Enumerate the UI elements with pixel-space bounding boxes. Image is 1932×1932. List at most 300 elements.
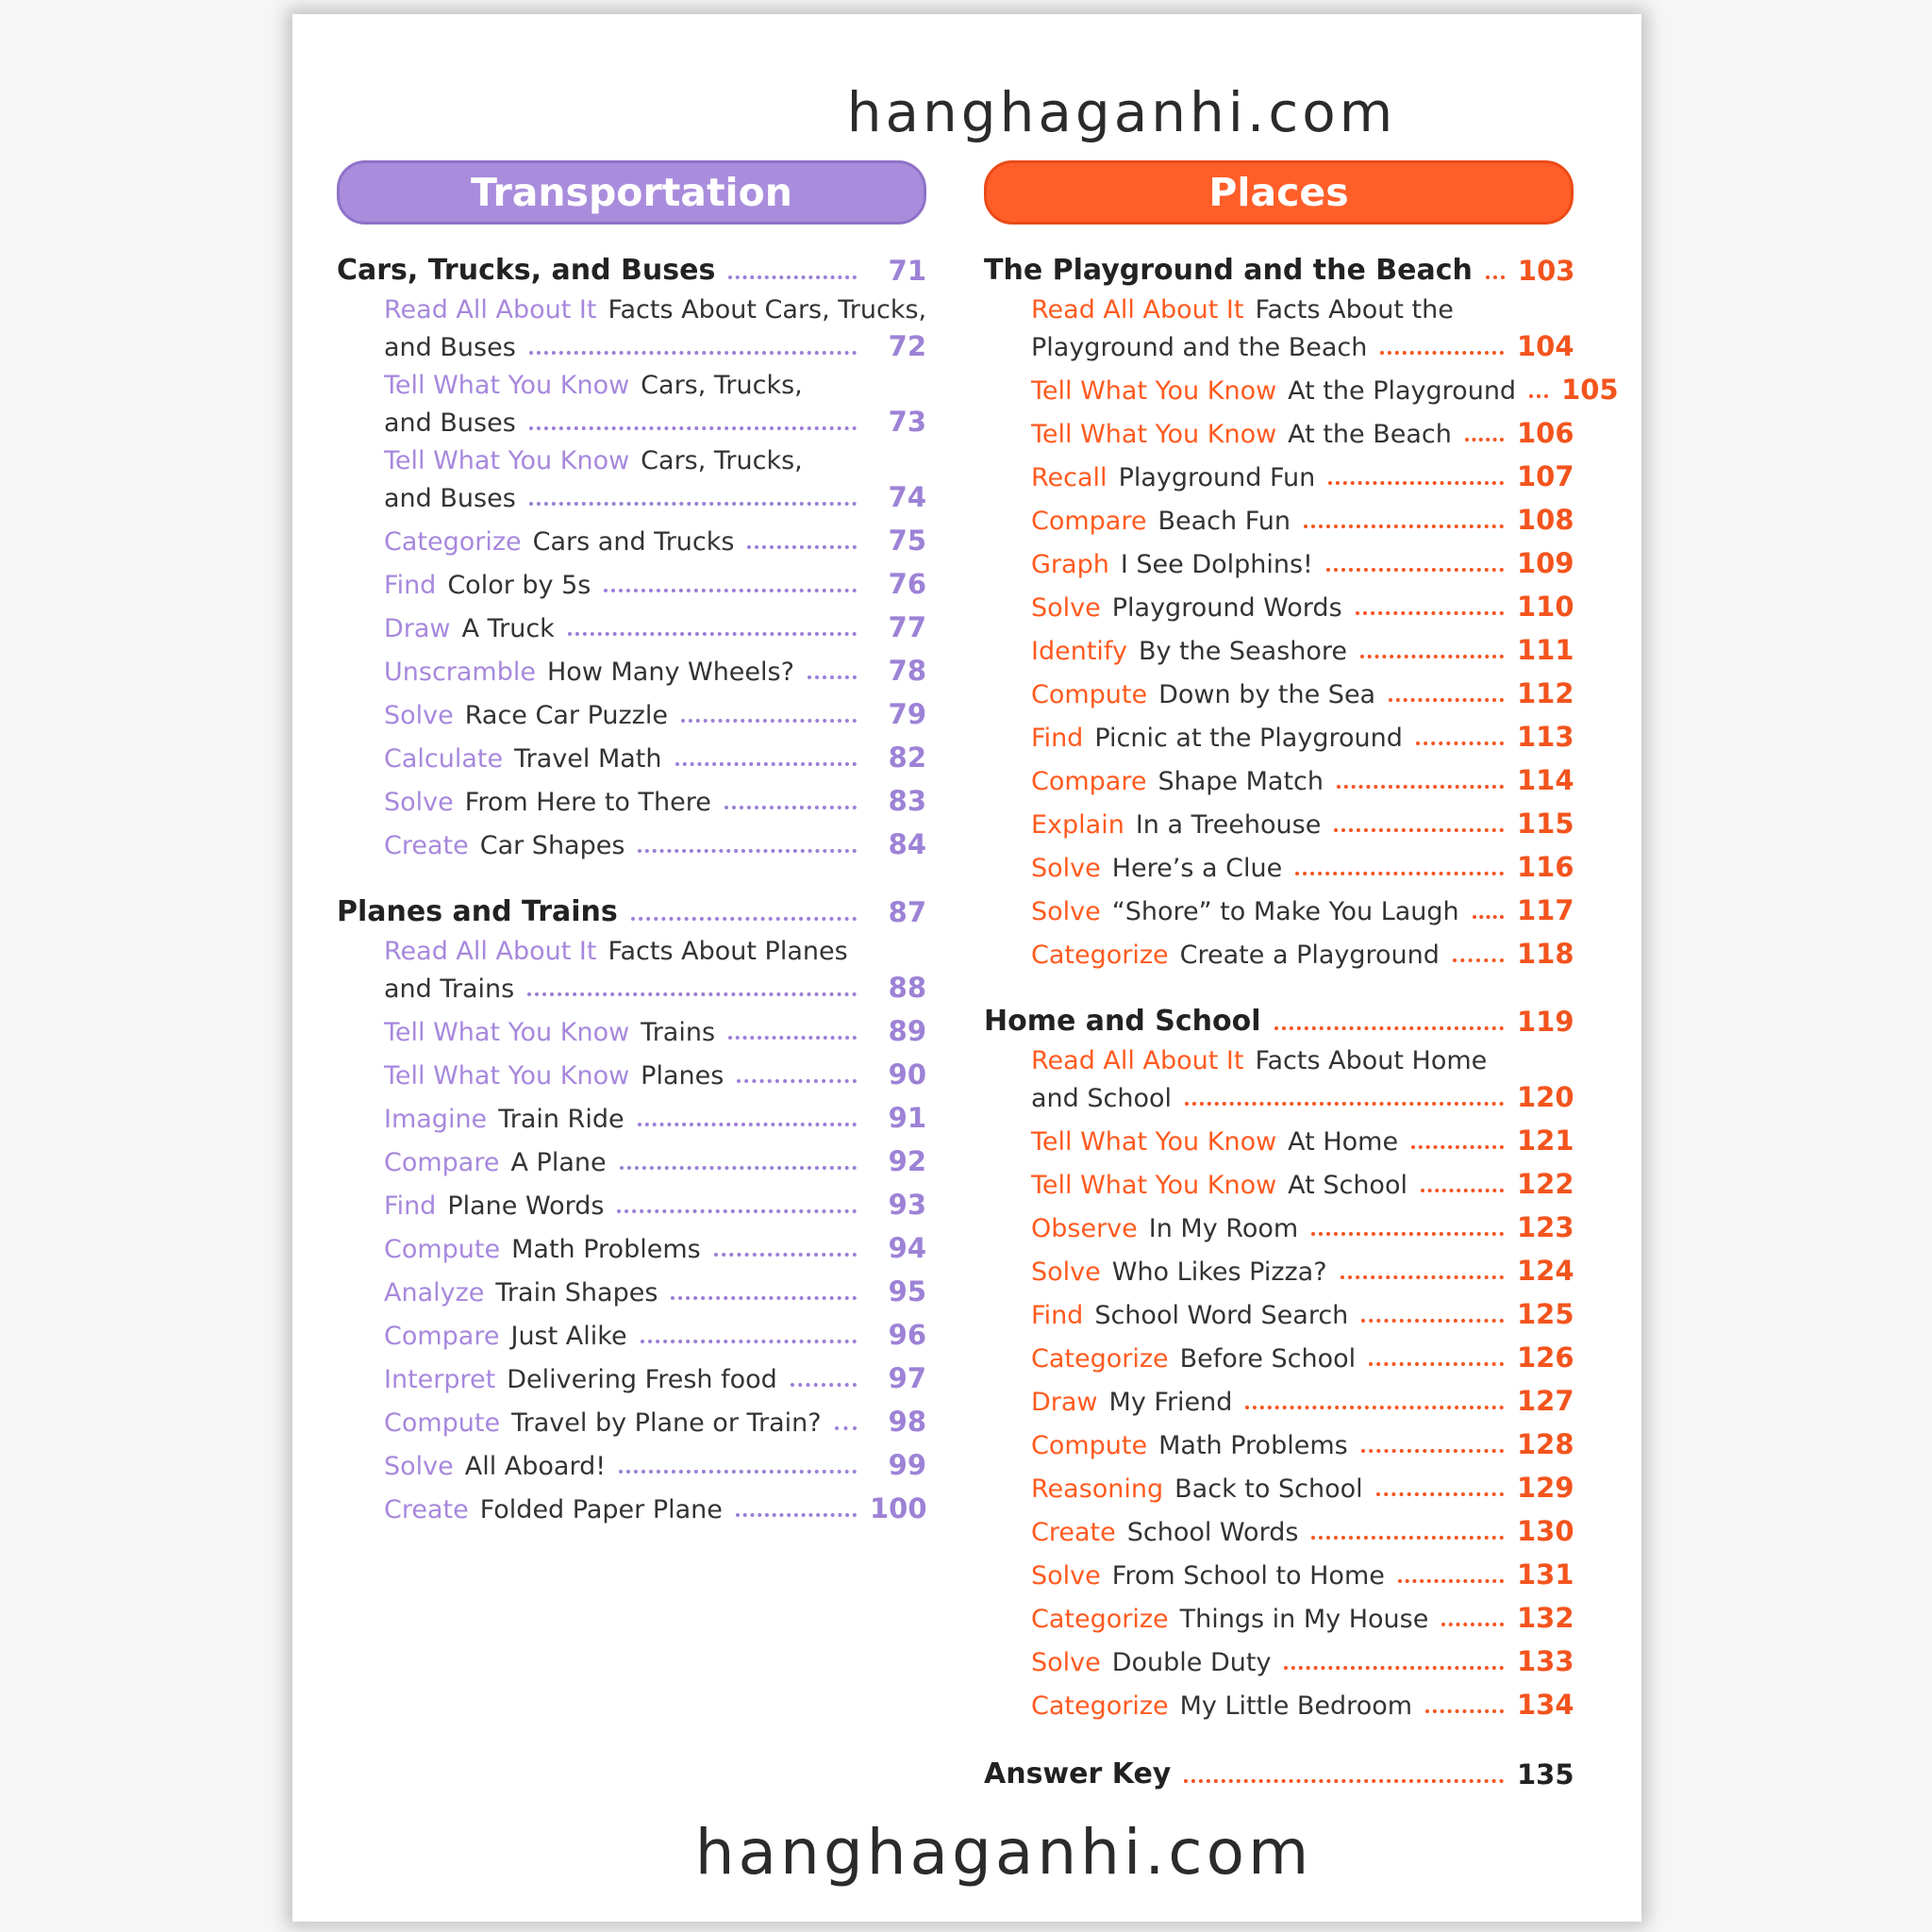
leader-dots bbox=[529, 502, 857, 506]
toc-item[interactable] bbox=[984, 1113, 1574, 1157]
item-page: 107 bbox=[1517, 460, 1574, 492]
toc-item[interactable] bbox=[984, 1157, 1574, 1200]
toc-item[interactable] bbox=[984, 1417, 1574, 1460]
item-title: Playground Words bbox=[1111, 593, 1342, 623]
item-page: 78 bbox=[888, 655, 926, 687]
item-page: 93 bbox=[888, 1189, 926, 1221]
item-keyword: Create bbox=[1031, 1518, 1116, 1547]
leader-dots bbox=[1341, 1275, 1504, 1279]
item-title: Math Problems bbox=[1158, 1431, 1348, 1460]
toc-item[interactable] bbox=[984, 840, 1574, 883]
leader-dots bbox=[638, 1123, 857, 1126]
section-title: The Playground and the Beach bbox=[984, 254, 1473, 287]
leader-dots bbox=[1411, 1145, 1504, 1149]
item-title: I See Dolphins! bbox=[1120, 550, 1313, 579]
item-page: 123 bbox=[1517, 1211, 1574, 1243]
toc-item[interactable] bbox=[984, 926, 1574, 970]
item-keyword: Solve bbox=[1031, 1257, 1101, 1287]
leader-dots bbox=[728, 275, 857, 279]
item-title: Facts About Home bbox=[1255, 1046, 1488, 1075]
toc-item[interactable] bbox=[337, 1264, 926, 1307]
item-keyword: Read All About It bbox=[384, 937, 597, 966]
toc-item[interactable] bbox=[337, 1351, 926, 1394]
item-keyword: Find bbox=[1031, 724, 1084, 753]
toc-item[interactable] bbox=[337, 817, 926, 860]
toc-item-continued[interactable] bbox=[337, 475, 926, 513]
leader-dots bbox=[1304, 525, 1504, 528]
item-page: 109 bbox=[1517, 547, 1574, 579]
item-keyword: Categorize bbox=[1031, 941, 1169, 970]
item-page: 127 bbox=[1517, 1385, 1574, 1417]
leader-dots bbox=[1376, 1492, 1504, 1496]
watermark-top: hanghaganhi.com bbox=[846, 80, 1397, 144]
item-keyword: Find bbox=[1031, 1301, 1084, 1330]
toc-item[interactable] bbox=[984, 536, 1574, 579]
item-page: 129 bbox=[1517, 1472, 1574, 1504]
toc-item[interactable] bbox=[984, 666, 1574, 709]
item-page: 97 bbox=[888, 1362, 926, 1394]
item-page: 114 bbox=[1517, 764, 1574, 796]
leader-dots bbox=[1421, 1189, 1504, 1192]
answer-key-title: Answer Key bbox=[984, 1757, 1172, 1790]
leader-dots bbox=[1529, 394, 1548, 398]
toc-item[interactable] bbox=[337, 643, 926, 687]
item-title: Down by the Sea bbox=[1158, 680, 1376, 709]
item-title: Race Car Puzzle bbox=[464, 701, 668, 730]
item-keyword: Categorize bbox=[1031, 1605, 1169, 1634]
item-keyword: Compute bbox=[1031, 680, 1148, 709]
item-page: 89 bbox=[888, 1015, 926, 1047]
item-title: Train Shapes bbox=[495, 1278, 658, 1307]
item-page: 117 bbox=[1517, 894, 1574, 926]
item-title: Train Ride bbox=[498, 1105, 625, 1134]
item-title: Folded Paper Plane bbox=[479, 1495, 723, 1524]
item-title: Create a Playground bbox=[1179, 941, 1440, 970]
leader-dots bbox=[1361, 1319, 1504, 1323]
item-keyword: Solve bbox=[1031, 1648, 1101, 1677]
section-page: 119 bbox=[1517, 1006, 1574, 1038]
leader-dots bbox=[724, 806, 857, 809]
toc-item-continued[interactable] bbox=[337, 966, 926, 1004]
item-keyword: Create bbox=[384, 1495, 469, 1524]
item-page: 76 bbox=[888, 568, 926, 600]
leader-dots bbox=[1398, 1579, 1504, 1583]
item-title-continued: and School bbox=[1031, 1084, 1173, 1113]
leader-dots bbox=[1473, 915, 1504, 919]
item-keyword: Imagine bbox=[384, 1105, 488, 1134]
toc-item[interactable] bbox=[337, 557, 926, 600]
item-title: Facts About Cars, Trucks, bbox=[608, 295, 927, 325]
item-keyword: Graph bbox=[1031, 550, 1109, 579]
item-page: 88 bbox=[888, 972, 926, 1004]
item-keyword: Read All About It bbox=[1031, 295, 1244, 325]
item-page: 124 bbox=[1517, 1255, 1574, 1287]
toc-item[interactable] bbox=[984, 1200, 1574, 1243]
item-title: A Plane bbox=[510, 1148, 607, 1177]
item-keyword: Observe bbox=[1031, 1214, 1138, 1243]
item-title: Trains bbox=[641, 1018, 716, 1047]
toc-item[interactable] bbox=[337, 1221, 926, 1264]
toc-item-continued[interactable] bbox=[984, 1075, 1574, 1113]
item-page: 128 bbox=[1517, 1428, 1574, 1460]
leader-dots bbox=[714, 1253, 857, 1257]
item-page: 79 bbox=[888, 698, 926, 730]
toc-item[interactable] bbox=[337, 1134, 926, 1177]
item-page: 106 bbox=[1517, 417, 1574, 449]
toc-item[interactable] bbox=[984, 1677, 1574, 1721]
item-keyword: Categorize bbox=[1031, 1344, 1169, 1374]
toc-item[interactable] bbox=[337, 774, 926, 817]
item-title-continued: and Buses bbox=[384, 333, 516, 362]
item-keyword: Tell What You Know bbox=[1031, 1171, 1277, 1200]
item-keyword: Compare bbox=[1031, 767, 1147, 796]
item-title: Car Shapes bbox=[479, 831, 625, 860]
leader-dots bbox=[728, 1036, 857, 1040]
leader-dots bbox=[1185, 1102, 1504, 1106]
leader-dots bbox=[1416, 741, 1504, 745]
toc-item[interactable] bbox=[337, 513, 926, 557]
toc-item[interactable] bbox=[984, 406, 1574, 449]
item-title: A Truck bbox=[461, 614, 555, 643]
leader-dots bbox=[617, 1209, 857, 1213]
item-page: 116 bbox=[1517, 851, 1574, 883]
toc-item[interactable] bbox=[984, 1460, 1574, 1504]
toc-item[interactable] bbox=[984, 1504, 1574, 1547]
left-toc bbox=[337, 243, 926, 1524]
item-keyword: Read All About It bbox=[1031, 1046, 1244, 1075]
toc-item[interactable] bbox=[984, 492, 1574, 536]
leader-dots bbox=[1311, 1536, 1504, 1540]
item-keyword: Interpret bbox=[384, 1365, 496, 1394]
leader-dots bbox=[737, 1079, 857, 1083]
item-page: 83 bbox=[888, 785, 926, 817]
toc-item[interactable] bbox=[337, 438, 926, 475]
toc-item[interactable] bbox=[984, 287, 1574, 325]
section-row[interactable] bbox=[337, 243, 926, 287]
item-keyword: Create bbox=[384, 831, 469, 860]
item-title: Cars and Trucks bbox=[532, 527, 735, 557]
item-keyword: Categorize bbox=[1031, 1691, 1169, 1721]
leader-dots bbox=[1356, 611, 1504, 615]
item-page: 108 bbox=[1517, 504, 1574, 536]
section-page: 87 bbox=[888, 896, 926, 928]
item-page: 95 bbox=[888, 1275, 926, 1307]
item-title: At the Beach bbox=[1288, 420, 1452, 449]
item-page: 115 bbox=[1517, 808, 1574, 840]
leader-dots bbox=[529, 426, 857, 430]
leader-dots bbox=[835, 1426, 857, 1430]
leader-dots bbox=[1326, 568, 1504, 572]
leader-dots bbox=[641, 1340, 857, 1343]
item-title: School Words bbox=[1126, 1518, 1299, 1547]
item-keyword: Tell What You Know bbox=[384, 446, 630, 475]
section-page: 71 bbox=[888, 255, 926, 287]
item-title: All Aboard! bbox=[464, 1452, 607, 1481]
item-keyword: Tell What You Know bbox=[1031, 420, 1277, 449]
item-title: Picnic at the Playground bbox=[1094, 724, 1403, 753]
leader-dots bbox=[1337, 785, 1504, 789]
item-title: Math Problems bbox=[511, 1235, 701, 1264]
item-keyword: Explain bbox=[1031, 810, 1124, 840]
item-title: Facts About the bbox=[1255, 295, 1454, 325]
leader-dots bbox=[1389, 698, 1504, 702]
toc-item[interactable] bbox=[337, 1004, 926, 1047]
toc-item[interactable] bbox=[984, 449, 1574, 492]
item-keyword: Tell What You Know bbox=[1031, 376, 1277, 406]
item-keyword: Identify bbox=[1031, 637, 1127, 666]
leader-dots bbox=[529, 351, 857, 355]
item-title: Travel by Plane or Train? bbox=[511, 1408, 822, 1438]
leader-dots bbox=[1360, 655, 1504, 658]
leader-dots bbox=[1284, 1666, 1504, 1670]
item-page: 105 bbox=[1561, 374, 1619, 406]
toc-item[interactable] bbox=[984, 1038, 1574, 1075]
item-title: Before School bbox=[1179, 1344, 1357, 1374]
item-keyword: Solve bbox=[1031, 1561, 1101, 1591]
item-title: Beach Fun bbox=[1158, 507, 1291, 536]
item-page: 75 bbox=[888, 525, 926, 557]
toc-item[interactable] bbox=[984, 1287, 1574, 1330]
item-page: 82 bbox=[888, 741, 926, 774]
item-keyword: Tell What You Know bbox=[1031, 1127, 1277, 1157]
toc-item[interactable] bbox=[337, 287, 926, 325]
item-page: 125 bbox=[1517, 1298, 1574, 1330]
toc-item-continued[interactable] bbox=[337, 325, 926, 362]
item-title: Travel Math bbox=[514, 744, 662, 774]
answer-key-row[interactable] bbox=[984, 1747, 1574, 1790]
item-title: In My Room bbox=[1148, 1214, 1299, 1243]
section-row[interactable] bbox=[984, 243, 1574, 287]
item-page: 91 bbox=[888, 1102, 926, 1134]
item-title: My Little Bedroom bbox=[1179, 1691, 1413, 1721]
item-keyword: Compute bbox=[384, 1408, 501, 1438]
watermark-bottom: hanghaganhi.com bbox=[694, 1816, 1313, 1889]
item-title-continued: Playground and the Beach bbox=[1031, 333, 1368, 362]
item-page: 92 bbox=[888, 1145, 926, 1177]
item-keyword: Read All About It bbox=[384, 295, 597, 325]
item-title: Shape Match bbox=[1158, 767, 1324, 796]
toc-item[interactable] bbox=[337, 1047, 926, 1091]
leader-dots bbox=[1369, 1362, 1504, 1366]
item-keyword: Compute bbox=[384, 1235, 501, 1264]
leader-dots bbox=[671, 1296, 857, 1300]
item-title: Cars, Trucks, bbox=[641, 371, 803, 400]
item-page: 132 bbox=[1517, 1602, 1574, 1634]
item-keyword: Categorize bbox=[384, 527, 522, 557]
item-keyword: Solve bbox=[384, 1452, 454, 1481]
item-title: Here’s a Clue bbox=[1111, 854, 1283, 883]
transportation-header: Transportation bbox=[337, 160, 926, 225]
item-page: 98 bbox=[888, 1406, 926, 1438]
toc-item[interactable] bbox=[984, 1330, 1574, 1374]
section-page: 103 bbox=[1517, 255, 1575, 287]
item-page: 112 bbox=[1517, 677, 1574, 709]
item-page: 120 bbox=[1517, 1081, 1574, 1113]
toc-item[interactable] bbox=[337, 1091, 926, 1134]
toc-item[interactable] bbox=[337, 1438, 926, 1481]
item-title: Facts About Planes bbox=[608, 937, 848, 966]
item-page: 104 bbox=[1517, 330, 1574, 362]
toc-item[interactable] bbox=[984, 709, 1574, 753]
item-keyword: Compare bbox=[1031, 507, 1147, 536]
toc-item[interactable] bbox=[984, 1591, 1574, 1634]
right-toc bbox=[984, 243, 1619, 1721]
item-page: 73 bbox=[888, 406, 926, 438]
item-page: 110 bbox=[1517, 591, 1574, 623]
leader-dots bbox=[568, 632, 857, 636]
toc-item[interactable] bbox=[984, 579, 1574, 623]
item-title: How Many Wheels? bbox=[547, 658, 794, 687]
item-keyword: Recall bbox=[1031, 463, 1108, 492]
item-page: 100 bbox=[870, 1492, 927, 1524]
toc-item-continued[interactable] bbox=[337, 400, 926, 438]
toc-item[interactable] bbox=[984, 1374, 1574, 1417]
toc-item[interactable] bbox=[984, 1634, 1574, 1677]
answer-key-page: 135 bbox=[1517, 1758, 1574, 1790]
item-keyword: Solve bbox=[1031, 897, 1101, 926]
leader-dots bbox=[619, 1470, 857, 1474]
leader-dots bbox=[808, 675, 857, 679]
item-title: My Friend bbox=[1108, 1388, 1233, 1417]
item-title: Cars, Trucks, bbox=[641, 446, 803, 475]
item-page: 90 bbox=[888, 1058, 926, 1091]
toc-item[interactable] bbox=[984, 883, 1574, 926]
item-keyword: Draw bbox=[1031, 1388, 1098, 1417]
toc-item[interactable] bbox=[984, 1547, 1574, 1591]
item-title-continued: and Buses bbox=[384, 408, 516, 438]
toc-item[interactable] bbox=[984, 753, 1574, 796]
item-keyword: Find bbox=[384, 571, 437, 600]
leader-dots bbox=[681, 719, 857, 723]
section-title: Cars, Trucks, and Buses bbox=[337, 254, 716, 287]
item-title: Just Alike bbox=[510, 1322, 627, 1351]
item-page: 118 bbox=[1517, 938, 1574, 970]
item-title: By the Seashore bbox=[1138, 637, 1348, 666]
item-page: 94 bbox=[888, 1232, 926, 1264]
item-title: At School bbox=[1288, 1171, 1407, 1200]
toc-item[interactable] bbox=[337, 928, 926, 966]
item-page: 134 bbox=[1517, 1689, 1574, 1721]
item-keyword: Compare bbox=[384, 1322, 500, 1351]
item-page: 99 bbox=[888, 1449, 926, 1481]
places-header: Places bbox=[984, 160, 1574, 225]
section-row[interactable] bbox=[337, 885, 926, 928]
item-keyword: Compare bbox=[384, 1148, 500, 1177]
item-page: 77 bbox=[888, 611, 926, 643]
section-title: Planes and Trains bbox=[337, 895, 618, 928]
leader-dots bbox=[1328, 481, 1504, 485]
leader-dots bbox=[791, 1383, 857, 1387]
item-page: 72 bbox=[888, 330, 926, 362]
leader-dots bbox=[638, 849, 857, 853]
item-title: Plane Words bbox=[447, 1191, 605, 1221]
leader-dots bbox=[747, 545, 857, 549]
toc-item[interactable] bbox=[337, 600, 926, 643]
item-keyword: Solve bbox=[1031, 593, 1101, 623]
toc-item[interactable] bbox=[337, 1481, 926, 1524]
item-keyword: Tell What You Know bbox=[384, 1018, 630, 1047]
toc-item[interactable] bbox=[337, 1394, 926, 1438]
leader-dots bbox=[1334, 828, 1504, 832]
toc-item[interactable] bbox=[984, 362, 1619, 406]
toc-item[interactable] bbox=[337, 687, 926, 730]
leader-dots bbox=[1361, 1449, 1504, 1453]
item-keyword: Draw bbox=[384, 614, 451, 643]
toc-item[interactable] bbox=[337, 730, 926, 774]
item-keyword: Solve bbox=[384, 701, 454, 730]
item-title: Double Duty bbox=[1111, 1648, 1272, 1677]
item-page: 111 bbox=[1517, 634, 1574, 666]
item-keyword: Calculate bbox=[384, 744, 504, 774]
item-page: 126 bbox=[1517, 1341, 1574, 1374]
item-title-continued: and Buses bbox=[384, 484, 516, 513]
item-page: 113 bbox=[1517, 721, 1574, 753]
leader-dots bbox=[1295, 872, 1504, 875]
section-row[interactable] bbox=[984, 994, 1574, 1038]
leader-dots bbox=[1274, 1026, 1504, 1030]
toc-item[interactable] bbox=[337, 1307, 926, 1351]
item-page: 122 bbox=[1517, 1168, 1574, 1200]
item-title: Delivering Fresh food bbox=[507, 1365, 777, 1394]
leader-dots bbox=[1311, 1232, 1504, 1236]
item-keyword: Unscramble bbox=[384, 658, 536, 687]
item-page: 74 bbox=[888, 481, 926, 513]
item-title: “Shore” to Make You Laugh bbox=[1111, 897, 1459, 926]
item-keyword: Reasoning bbox=[1031, 1474, 1164, 1504]
leader-dots bbox=[1486, 275, 1505, 279]
leader-dots bbox=[620, 1166, 857, 1170]
item-title: School Word Search bbox=[1094, 1301, 1349, 1330]
leader-dots bbox=[1380, 351, 1504, 355]
toc-item[interactable] bbox=[337, 362, 926, 400]
item-keyword: Solve bbox=[1031, 854, 1101, 883]
item-page: 121 bbox=[1517, 1124, 1574, 1157]
item-title: At Home bbox=[1288, 1127, 1399, 1157]
toc-item[interactable] bbox=[337, 1177, 926, 1221]
item-keyword: Tell What You Know bbox=[384, 371, 630, 400]
item-title: In a Treehouse bbox=[1135, 810, 1322, 840]
item-page: 96 bbox=[888, 1319, 926, 1351]
item-title: Who Likes Pizza? bbox=[1111, 1257, 1327, 1287]
leader-dots bbox=[631, 917, 857, 921]
leader-dots bbox=[604, 589, 857, 592]
item-title: Things in My House bbox=[1179, 1605, 1429, 1634]
leader-dots bbox=[1465, 438, 1504, 441]
item-title: Playground Fun bbox=[1118, 463, 1316, 492]
item-title: At the Playground bbox=[1288, 376, 1517, 406]
leader-dots bbox=[527, 992, 857, 996]
leader-dots bbox=[1425, 1709, 1504, 1713]
toc-item[interactable] bbox=[984, 623, 1574, 666]
leader-dots bbox=[1453, 958, 1504, 962]
toc-item[interactable] bbox=[984, 1243, 1574, 1287]
places-column bbox=[984, 160, 1619, 1790]
item-title: From School to Home bbox=[1111, 1561, 1385, 1591]
section-title: Home and School bbox=[984, 1005, 1261, 1038]
leader-dots bbox=[1245, 1406, 1504, 1409]
leader-dots bbox=[736, 1513, 857, 1517]
item-page: 130 bbox=[1517, 1515, 1574, 1547]
item-title: Back to School bbox=[1174, 1474, 1363, 1504]
item-page: 133 bbox=[1517, 1645, 1574, 1677]
toc-item[interactable] bbox=[984, 796, 1574, 840]
item-keyword: Find bbox=[384, 1191, 437, 1221]
leader-dots bbox=[1184, 1779, 1504, 1783]
item-title: Color by 5s bbox=[447, 571, 591, 600]
transportation-column bbox=[337, 160, 926, 1524]
leader-dots bbox=[1441, 1623, 1504, 1626]
toc-item-continued[interactable] bbox=[984, 325, 1574, 362]
